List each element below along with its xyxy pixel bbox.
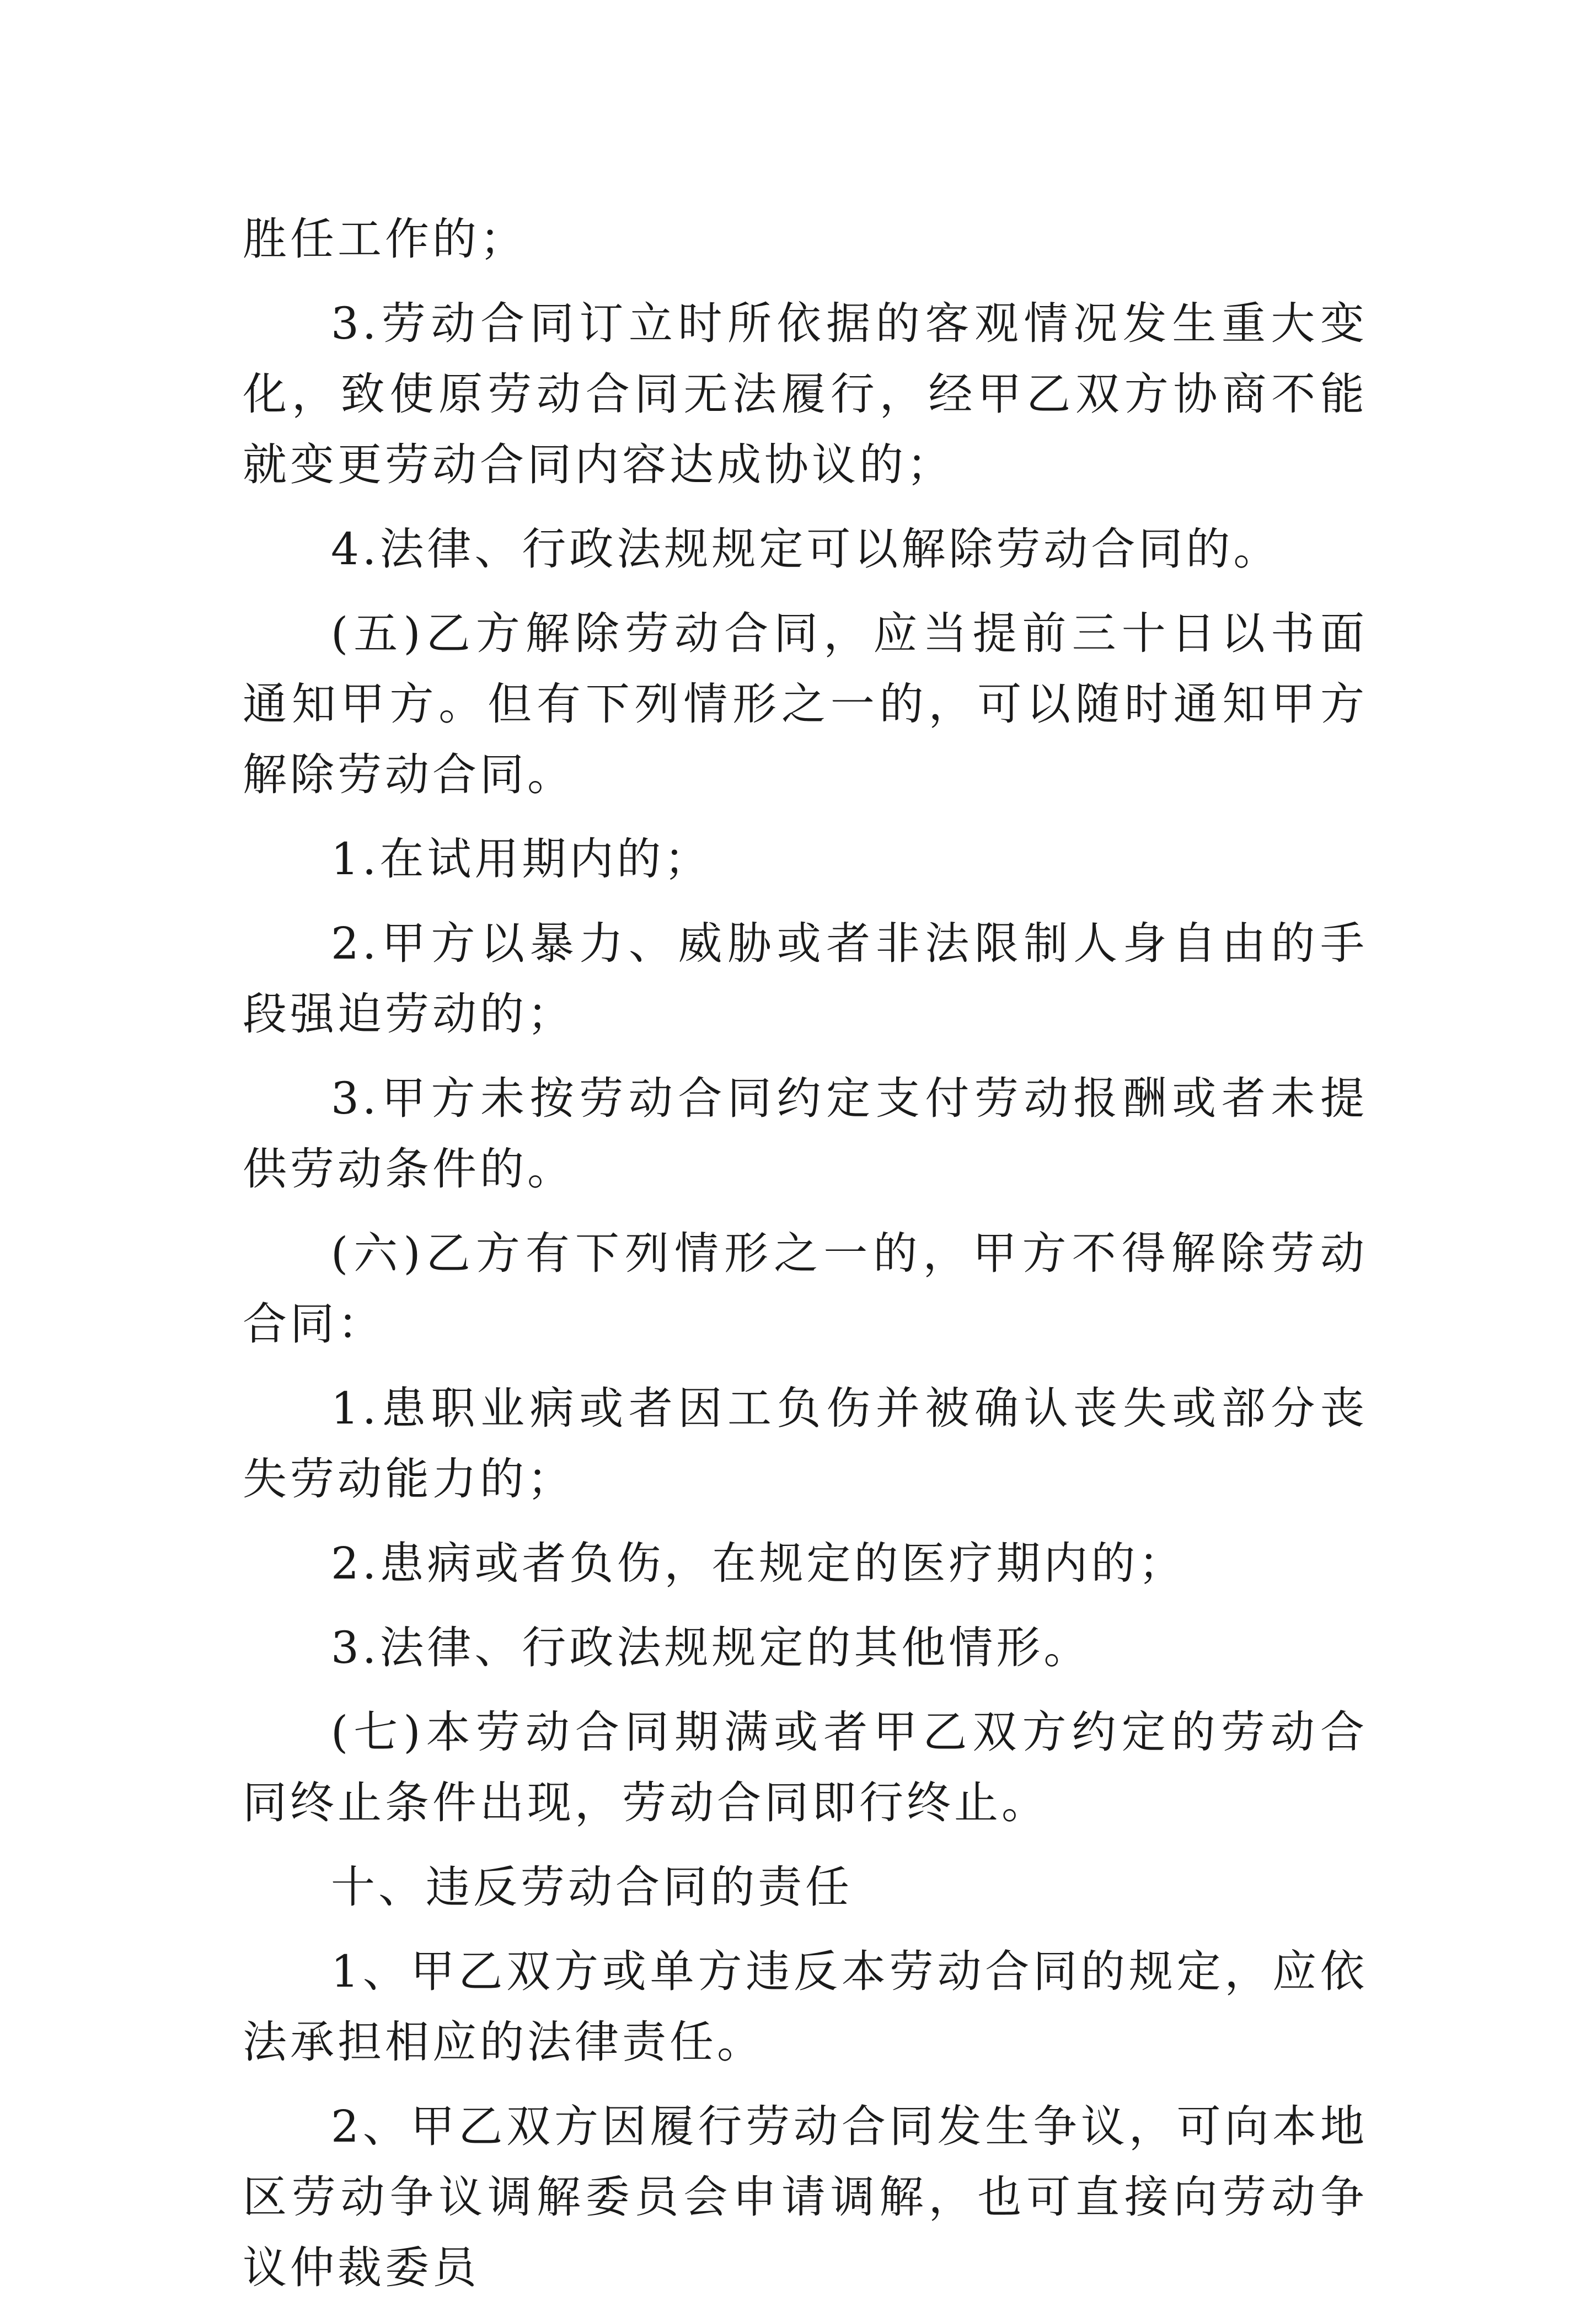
paragraph-section-6-no-termination: (六)乙方有下列情形之一的，甲方不得解除劳动合同： <box>243 1228 1368 1350</box>
paragraph-item-3-other-cases: 3.法律、行政法规规定的其他情形。 <box>331 1622 1091 1673</box>
paragraph-item-2-medical-period: 2.患病或者负伤，在规定的医疗期内的； <box>331 1538 1186 1589</box>
paragraph-item-3-unpaid-wages: 3.甲方未按劳动合同约定支付劳动报酬或者未提供劳动条件的。 <box>243 1073 1368 1195</box>
paragraph-section-5-employee-termination: (五)乙方解除劳动合同，应当提前三十日以书面通知甲方。但有下列情形之一的，可以随时通知甲方解除劳动合同。 <box>243 608 1368 800</box>
paragraph-liability-2-disputes: 2、甲乙双方因履行劳动合同发生争议，可向本地区劳动争议调解委员会申请调解，也可直接向劳动争议仲裁委员 <box>243 2101 1368 2293</box>
document-body <box>243 204 1368 2317</box>
paragraph-clause-4-legal-termination: 4.法律、行政法规规定可以解除劳动合同的。 <box>331 523 1281 575</box>
paragraph-item-1-occupational-disease: 1.患职业病或者因工负伤并被确认丧失或部分丧失劳动能力的； <box>243 1383 1368 1505</box>
paragraph-continuation: 胜任工作的； <box>243 213 527 265</box>
paragraph-item-1-probation: 1.在试用期内的； <box>331 833 712 885</box>
paragraph-section-7-contract-expiry: (七)本劳动合同期满或者甲乙双方约定的劳动合同终止条件出现，劳动合同即行终止。 <box>243 1706 1368 1828</box>
paragraph-clause-3-objective-change: 3.劳动合同订立时所依据的客观情况发生重大变化，致使原劳动合同无法履行，经甲乙双方协商不能就变更劳动合同内容达成协议的； <box>243 298 1368 490</box>
paragraph-item-2-forced-labor: 2.甲方以暴力、威胁或者非法限制人身自由的手段强迫劳动的； <box>243 918 1368 1040</box>
paragraph-liability-1: 1、甲乙双方或单方违反本劳动合同的规定，应依法承担相应的法律责任。 <box>243 1946 1368 2068</box>
section-heading-liability: 十、违反劳动合同的责任 <box>331 1861 853 1913</box>
